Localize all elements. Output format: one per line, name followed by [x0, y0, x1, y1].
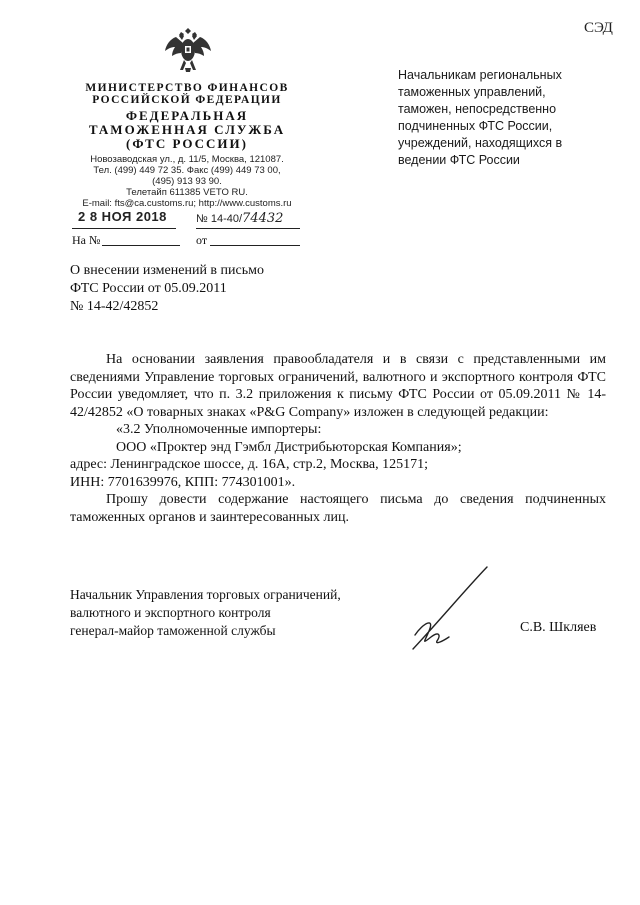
date-stamp: 2 8 НОЯ 2018	[78, 209, 167, 224]
ministry-name: МИНИСТЕРСТВО ФИНАНСОВ РОССИЙСКОЙ ФЕДЕРАЦИИ	[85, 82, 289, 106]
body-paragraph: На основании заявления правообладателя и в связи с представленными им сведениями Управление торговых ограничений, валютного и экспортного контроля ФТС России уведомляет, что п. 3.2 приложения к письму ФТС России от 05.09.2011 № 14-42/42852 «О товарных знаках «P&G Company» изложен в следующей редакции:	[70, 352, 606, 420]
quote-line: адрес: Ленинградское шоссе, д. 16А, стр.2, Москва, 125171;	[70, 457, 429, 472]
quote-line: «3.2 Уполномоченные импортеры:	[116, 422, 322, 437]
letter-body	[70, 351, 606, 526]
registration-number: № 14-40/74432	[196, 211, 284, 226]
double-headed-eagle-emblem-icon	[163, 22, 213, 74]
body-paragraph: Прошу довести содержание настоящего письма до сведения подчиненных таможенных органов и заинтересованных лиц.	[70, 492, 606, 525]
reference-number-blank	[102, 245, 180, 246]
document-flow-mark: СЭД	[584, 20, 613, 36]
signatory-title: Начальник Управления торговых ограничений, валютного и экспортного контроля генерал-майор таможенной службы	[70, 587, 341, 638]
reference-number-label: На №	[72, 233, 101, 247]
reference-date-blank	[210, 245, 300, 246]
signatory-name: С.В. Шкляев	[520, 620, 597, 635]
letter-subject: О внесении изменений в письмо ФТС России от 05.09.2011 № 14-42/42852	[70, 263, 264, 314]
number-underline	[196, 228, 300, 229]
service-name: ФЕДЕРАЛЬНАЯ ТАМОЖЕННАЯ СЛУЖБА (ФТС РОССИИ)	[88, 108, 286, 151]
recipient-block: Начальникам региональных таможенных управлений, таможен, непосредственно подчиненных ФТС России, учреждений, находящихся в ведении ФТС России	[398, 68, 563, 167]
reference-date-label: от	[196, 233, 208, 247]
date-underline	[72, 228, 176, 229]
sender-address: Новозаводская ул., д. 11/5, Москва, 121087. Тел. (499) 449 72 35. Факс (499) 449 73 00, (495) 913 93 90. Телетайп 611385 VETO RU. E-mail: fts@ca.customs.ru; http://www.customs.ru	[82, 154, 292, 209]
quote-line: ООО «Проктер энд Гэмбл Дистрибьюторская Компания»;	[116, 439, 462, 455]
quote-line: ИНН: 7701639976, КПП: 774301001».	[70, 474, 296, 490]
handwritten-signature-icon	[395, 565, 495, 655]
